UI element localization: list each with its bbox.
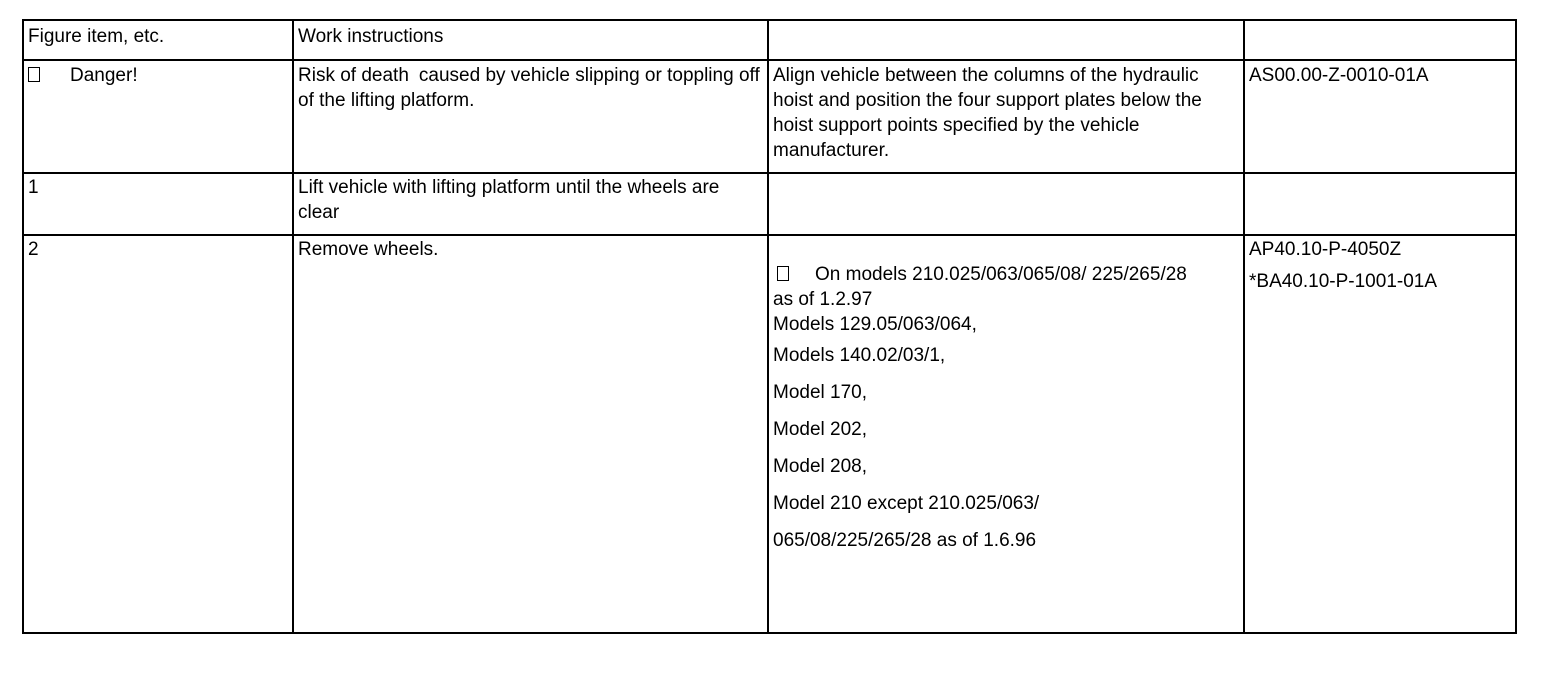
danger-instruction xyxy=(293,60,768,173)
reference-link[interactable]: AP40.10-P-4050Z xyxy=(1249,239,1402,260)
checkbox-icon xyxy=(777,266,789,281)
row2-note xyxy=(768,235,1244,633)
table-header-row xyxy=(23,20,1516,60)
model-line: Model 208, xyxy=(773,456,868,477)
models-first-text: On models 210.025/063/065/08/ 225/265/28 xyxy=(815,264,1187,285)
header-col3 xyxy=(768,20,1244,60)
model-line: as of 1.2.97 xyxy=(773,289,873,310)
row1-note xyxy=(768,173,1244,235)
danger-label: Danger! xyxy=(70,65,138,86)
work-instructions-table xyxy=(22,19,1517,634)
header-work-instructions: Work instructions xyxy=(293,20,768,60)
reference-link[interactable]: *BA40.10-P-1001-01A xyxy=(1249,271,1438,292)
header-figure-item: Figure item, etc. xyxy=(23,20,293,60)
model-line: Model 170, xyxy=(773,382,868,403)
row1-instruction: Lift vehicle with lifting platform until the wheels are clear xyxy=(293,173,768,235)
danger-reference: AS00.00-Z-0010-01A xyxy=(1244,60,1516,173)
table-row xyxy=(23,235,1516,633)
danger-cell xyxy=(23,60,293,173)
model-line: Models 140.02/03/1, xyxy=(773,345,946,366)
row1-reference xyxy=(1244,173,1516,235)
models-list xyxy=(773,262,1239,559)
model-line: Model 210 except 210.025/063/ xyxy=(773,493,1040,514)
danger-instruction-part2: caused by vehicle slipping or toppling off of the lifting platform. xyxy=(298,65,760,111)
checkbox-icon xyxy=(28,67,40,82)
row1-item: 1 xyxy=(23,173,293,235)
row2-instruction: Remove wheels. xyxy=(293,235,768,633)
model-line: 065/08/225/265/28 as of 1.6.96 xyxy=(773,530,1037,551)
table-row xyxy=(23,173,1516,235)
row2-item: 2 xyxy=(23,235,293,633)
model-line: Models 129.05/063/064, xyxy=(773,314,977,335)
row2-reference xyxy=(1244,235,1516,633)
model-line: Model 202, xyxy=(773,419,868,440)
header-col4 xyxy=(1244,20,1516,60)
table-row-danger xyxy=(23,60,1516,173)
danger-note: Align vehicle between the columns of the hydraulic hoist and position the four support plates below the hoist support points specified by the vehicle manufacturer. xyxy=(768,60,1244,173)
danger-instruction-part1: Risk of death xyxy=(298,65,409,86)
models-first-line xyxy=(773,262,1239,287)
